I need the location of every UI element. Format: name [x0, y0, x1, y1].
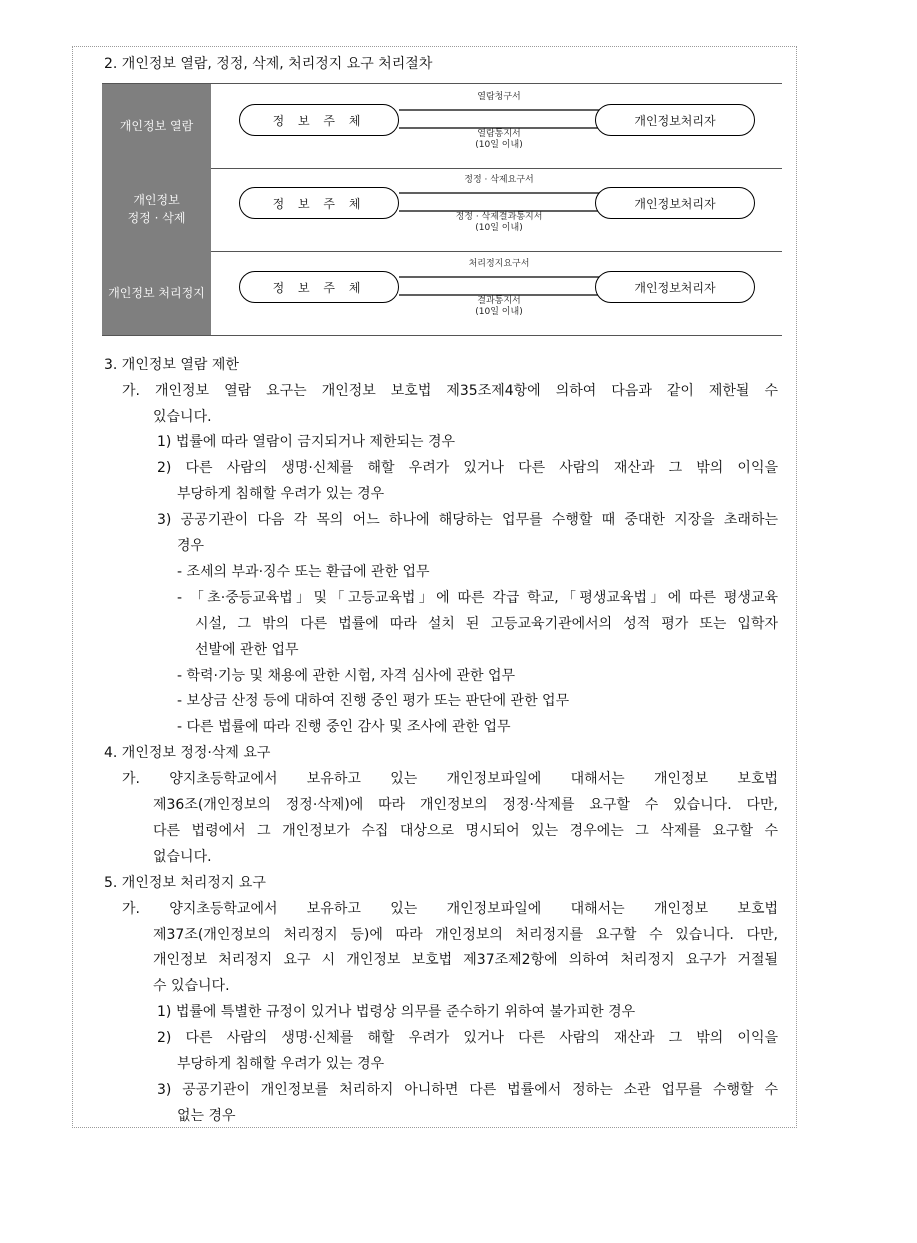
list-item: 2) 다른 사람의 생명·신체를 해할 우려가 있거나 다른 사람의 재산과 그 밖의 이익을 [157, 1030, 778, 1046]
list-item: 3) 공공기관이 개인정보를 처리하지 아니하면 다른 법률에서 정하는 소관 업무를 수행할 수 [157, 1082, 778, 1098]
data-subject-box: 정 보 주 체 [239, 104, 399, 136]
dash-item-continued: 시설, 그 밖의 다른 법률에 따라 설치 된 고등교육기관에서의 성적 평가 또는 입학자 [195, 616, 778, 632]
row-label-suspension: 개인정보 처리정지 [102, 251, 211, 335]
row-label-correction [102, 167, 211, 251]
data-subject-box: 정 보 주 체 [239, 271, 399, 303]
data-handler-box: 개인정보처리자 [595, 104, 755, 136]
paragraph-line: 없습니다. [153, 849, 212, 865]
list-item-continued: 경우 [177, 538, 205, 554]
request-document-label: 정정 · 삭제요구서 [464, 175, 534, 185]
flow-diagram-correction [211, 167, 782, 251]
section-5-heading: 5. 개인정보 처리정지 요구 [104, 875, 266, 891]
paragraph-line: 가. 개인정보 열람 요구는 개인정보 보호법 제35조제4항에 의하여 다음과 같이 제한될 수 [122, 383, 778, 399]
row-label-line: 개인정보 [133, 193, 180, 207]
paragraph-line: 있습니다. [153, 409, 212, 425]
result-document-group [439, 296, 559, 318]
paragraph-line: 개인정보 처리정지 요구 시 개인정보 보호법 제37조제2항에 의하여 처리정지 요구가 거절될 [153, 952, 778, 968]
flow-diagram-suspension [211, 251, 782, 335]
flow-row-suspension [102, 251, 782, 336]
data-subject-box: 정 보 주 체 [239, 187, 399, 219]
dash-item: - 「초·중등교육법」및「고등교육법」에 따른 각급 학교,「평생교육법」에 따른 평생교육 [177, 590, 778, 606]
deadline-label: (10일 이내) [475, 223, 523, 233]
dash-item: - 다른 법률에 따라 진행 중인 감사 및 조사에 관한 업무 [177, 719, 511, 735]
dash-item: - 보상금 산정 등에 대하여 진행 중인 평가 또는 판단에 관한 업무 [177, 693, 570, 709]
paragraph-line: 가. 양지초등학교에서 보유하고 있는 개인정보파일에 대해서는 개인정보 보호법 [122, 771, 778, 787]
section-4-heading: 4. 개인정보 정정·삭제 요구 [104, 745, 271, 761]
request-document-label: 열람청구서 [477, 92, 521, 102]
paragraph-line: 제37조(개인정보의 처리정지 등)에 따라 개인정보의 처리정지를 요구할 수 있습니다. 다만, [153, 927, 778, 943]
paragraph-line: 다른 법령에서 그 개인정보가 수집 대상으로 명시되어 있는 경우에는 그 삭제를 요구할 수 [153, 823, 778, 839]
section-3-heading: 3. 개인정보 열람 제한 [104, 357, 239, 373]
row-label-access: 개인정보 열람 [102, 84, 211, 168]
list-item-continued: 부당하게 침해할 우려가 있는 경우 [177, 486, 385, 502]
data-handler-box: 개인정보처리자 [595, 271, 755, 303]
paragraph-line: 제36조(개인정보의 정정·삭제)에 따라 개인정보의 정정·삭제를 요구할 수 있습니다. 다만, [153, 797, 778, 813]
row-label-line: 정정 · 삭제 [127, 211, 186, 225]
list-item-continued: 없는 경우 [177, 1108, 236, 1124]
result-document-label: 결과통지서 [477, 296, 521, 306]
flow-row-correction [102, 167, 782, 252]
result-document-group [439, 129, 559, 151]
result-document-label: 정정 · 삭제결과통지서 [455, 212, 543, 222]
flow-row-access [102, 83, 782, 169]
dash-item: - 조세의 부과·징수 또는 환급에 관한 업무 [177, 564, 430, 580]
list-item-continued: 부당하게 침해할 우려가 있는 경우 [177, 1056, 385, 1072]
paragraph-line: 수 있습니다. [153, 978, 230, 994]
procedure-flow-table [102, 83, 782, 335]
dash-item-continued: 선발에 관한 업무 [195, 642, 299, 658]
paragraph-line: 가. 양지초등학교에서 보유하고 있는 개인정보파일에 대해서는 개인정보 보호법 [122, 901, 778, 917]
deadline-label: (10일 이내) [475, 307, 523, 317]
section-2-heading: 2. 개인정보 열람, 정정, 삭제, 처리정지 요구 처리절차 [104, 56, 433, 72]
list-item: 3) 공공기관이 다음 각 목의 어느 하나에 해당하는 업무를 수행할 때 중대한 지장을 초래하는 [157, 512, 778, 528]
flow-diagram-access [211, 84, 782, 168]
request-document-label: 처리정지요구서 [468, 259, 530, 269]
list-item: 1) 법률에 따라 열람이 금지되거나 제한되는 경우 [157, 434, 456, 450]
deadline-label: (10일 이내) [475, 140, 523, 150]
data-handler-box: 개인정보처리자 [595, 187, 755, 219]
result-document-group [439, 212, 559, 234]
dash-item: - 학력·기능 및 채용에 관한 시험, 자격 심사에 관한 업무 [177, 668, 516, 684]
result-document-label: 열람통지서 [477, 129, 521, 139]
list-item: 1) 법률에 특별한 규정이 있거나 법령상 의무를 준수하기 위하여 불가피한 경우 [157, 1004, 636, 1020]
list-item: 2) 다른 사람의 생명·신체를 해할 우려가 있거나 다른 사람의 재산과 그 밖의 이익을 [157, 460, 778, 476]
